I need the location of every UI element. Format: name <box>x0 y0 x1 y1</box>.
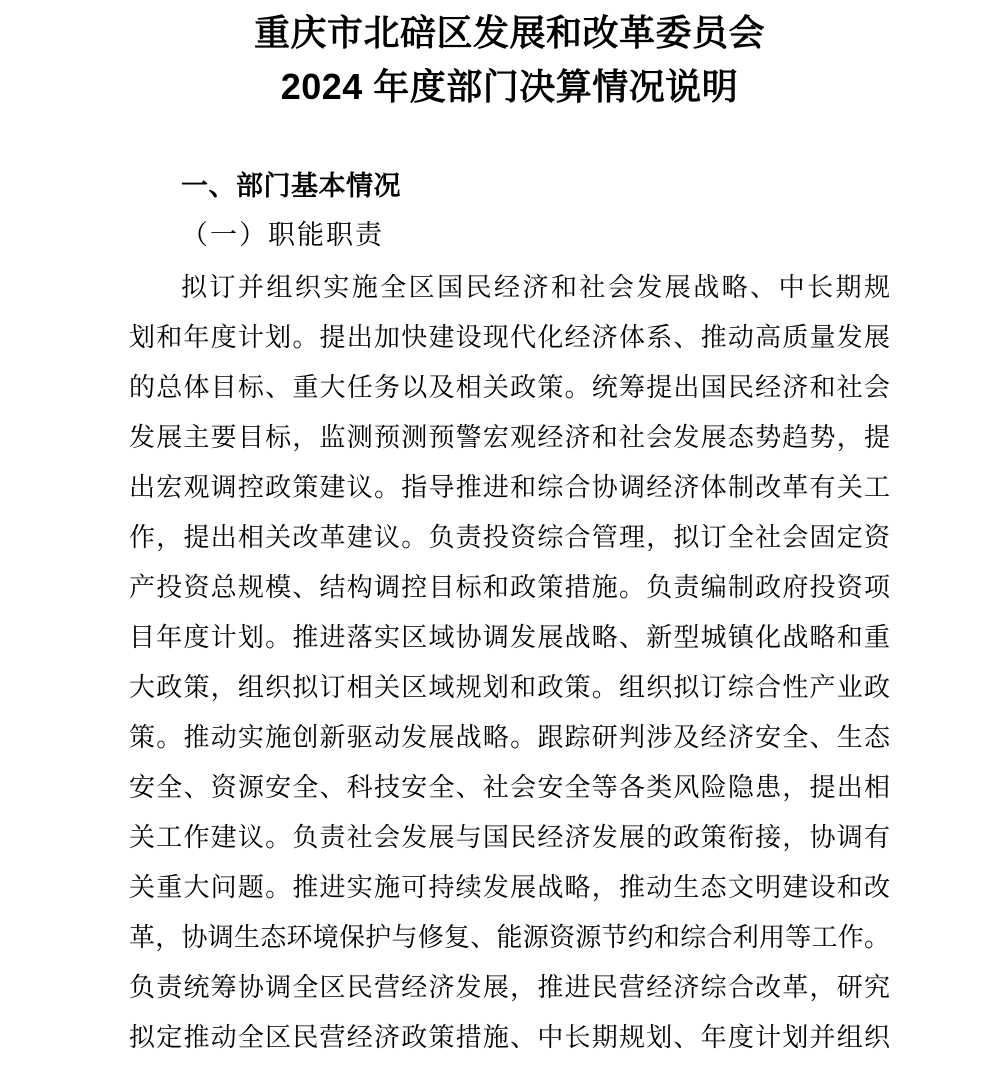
body-line: 关重大问题。推进实施可持续发展战略，推动生态文明建设和改 <box>129 873 890 902</box>
body-line: 出宏观调控政策建议。指导推进和综合协调经济体制改革有关工 <box>129 473 890 502</box>
body-line: 拟定推动全区民营经济政策措施、中长期规划、年度计划并组织 <box>129 1023 890 1052</box>
body-line: 的总体目标、重大任务以及相关政策。统筹提出国民经济和社会 <box>129 373 890 402</box>
body-line: 划和年度计划。提出加快建设现代化经济体系、推动高质量发展 <box>129 323 890 352</box>
body-line: 大政策，组织拟订相关区域规划和政策。组织拟订综合性产业政 <box>129 673 890 702</box>
body-line: 安全、资源安全、科技安全、社会安全等各类风险隐患，提出相 <box>129 773 890 802</box>
body-line: 拟订并组织实施全区国民经济和社会发展战略、中长期规 <box>181 273 890 302</box>
document-title-line-2: 2024 年度部门决算情况说明 <box>280 66 739 107</box>
subsection-heading: （一）职能职责 <box>181 220 384 250</box>
body-line: 产投资总规模、结构调控目标和政策措施。负责编制政府投资项 <box>129 573 890 602</box>
body-paragraph <box>129 263 890 1063</box>
body-line: 发展主要目标，监测预测预警宏观经济和社会发展态势趋势，提 <box>129 423 890 452</box>
document-title-line-1: 重庆市北碚区发展和改革委员会 <box>253 12 765 53</box>
document-title <box>129 6 890 114</box>
body-line: 革，协调生态环境保护与修复、能源资源节约和综合利用等工作。 <box>129 923 890 952</box>
body-line: 负责统筹协调全区民营经济发展，推进民营经济综合改革，研究 <box>129 973 890 1002</box>
body-line: 关工作建议。负责社会发展与国民经济发展的政策衔接，协调有 <box>129 823 890 852</box>
section-heading: 一、部门基本情况 <box>181 171 401 201</box>
body-line: 策。推动实施创新驱动发展战略。跟踪研判涉及经济安全、生态 <box>129 723 890 752</box>
body-line: 目年度计划。推进落实区域协调发展战略、新型城镇化战略和重 <box>129 623 890 652</box>
body-line: 作，提出相关改革建议。负责投资综合管理，拟订全社会固定资 <box>129 523 890 552</box>
